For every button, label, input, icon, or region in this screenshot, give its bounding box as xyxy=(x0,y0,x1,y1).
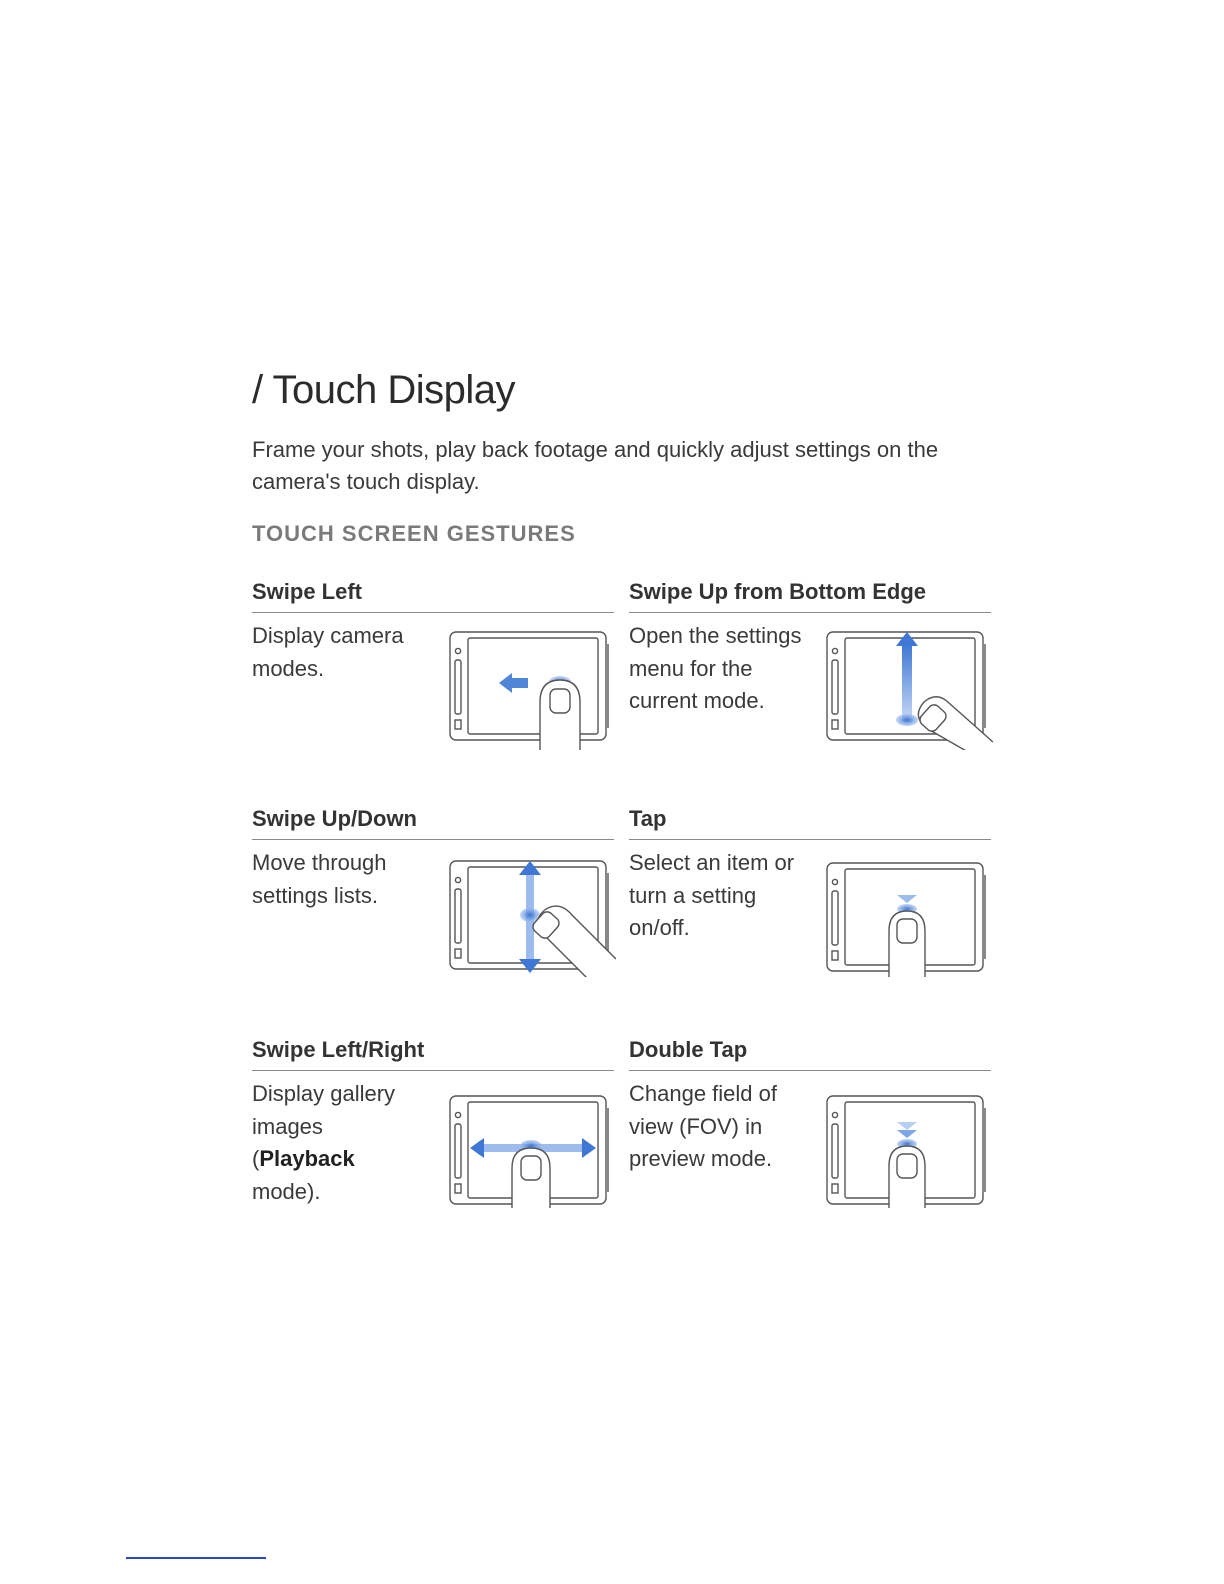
swipe-up-down-illustration xyxy=(448,843,616,977)
gesture-tap xyxy=(629,805,991,940)
description-text-suffix: mode). xyxy=(252,1178,321,1204)
gesture-title: Swipe Left/Right xyxy=(252,1036,614,1071)
section-heading: TOUCH SCREEN GESTURES xyxy=(252,521,576,546)
playback-mode-label: Playback xyxy=(259,1146,355,1171)
gesture-description: Change field of view (FOV) in preview mode. xyxy=(629,1081,777,1171)
gesture-title: Swipe Up from Bottom Edge xyxy=(629,578,991,613)
swipe-left-illustration xyxy=(448,616,616,750)
gesture-description: Display camera modes. xyxy=(252,623,404,681)
tap-illustration xyxy=(825,843,993,977)
finger-icon xyxy=(889,1146,925,1208)
footer-rule xyxy=(126,1557,266,1559)
gesture-description: Select an item or turn a setting on/off. xyxy=(629,850,795,940)
gesture-description: Open the settings menu for the current mode. xyxy=(629,623,802,713)
description-text-prefix: Display gallery images ( xyxy=(252,1081,396,1171)
gesture-description xyxy=(252,1078,427,1208)
gesture-title: Swipe Left xyxy=(252,578,614,613)
double-tap-indicator-icon xyxy=(897,1122,917,1149)
gesture-double-tap xyxy=(629,1036,991,1171)
gesture-description: Move through settings lists. xyxy=(252,850,387,908)
gesture-swipe-up-down xyxy=(252,805,614,908)
gesture-swipe-up-bottom-edge xyxy=(629,578,991,713)
gesture-title: Double Tap xyxy=(629,1036,991,1071)
up-arrow-icon xyxy=(896,632,918,722)
double-tap-illustration xyxy=(825,1074,993,1208)
finger-icon xyxy=(889,911,925,977)
gesture-title: Tap xyxy=(629,805,991,840)
swipe-up-illustration xyxy=(825,616,993,750)
finger-icon xyxy=(512,1148,550,1208)
finger-icon xyxy=(540,680,580,750)
swipe-left-right-illustration xyxy=(448,1074,616,1208)
intro-paragraph: Frame your shots, play back footage and quickly adjust settings on the camera's touch display. xyxy=(252,437,939,494)
left-arrow-icon xyxy=(499,673,528,693)
gesture-swipe-left-right xyxy=(252,1036,614,1204)
gesture-title: Swipe Up/Down xyxy=(252,805,614,840)
page-title: / Touch Display xyxy=(252,368,516,412)
finger-icon xyxy=(918,697,993,750)
finger-icon xyxy=(531,906,616,977)
gesture-swipe-left xyxy=(252,578,614,681)
